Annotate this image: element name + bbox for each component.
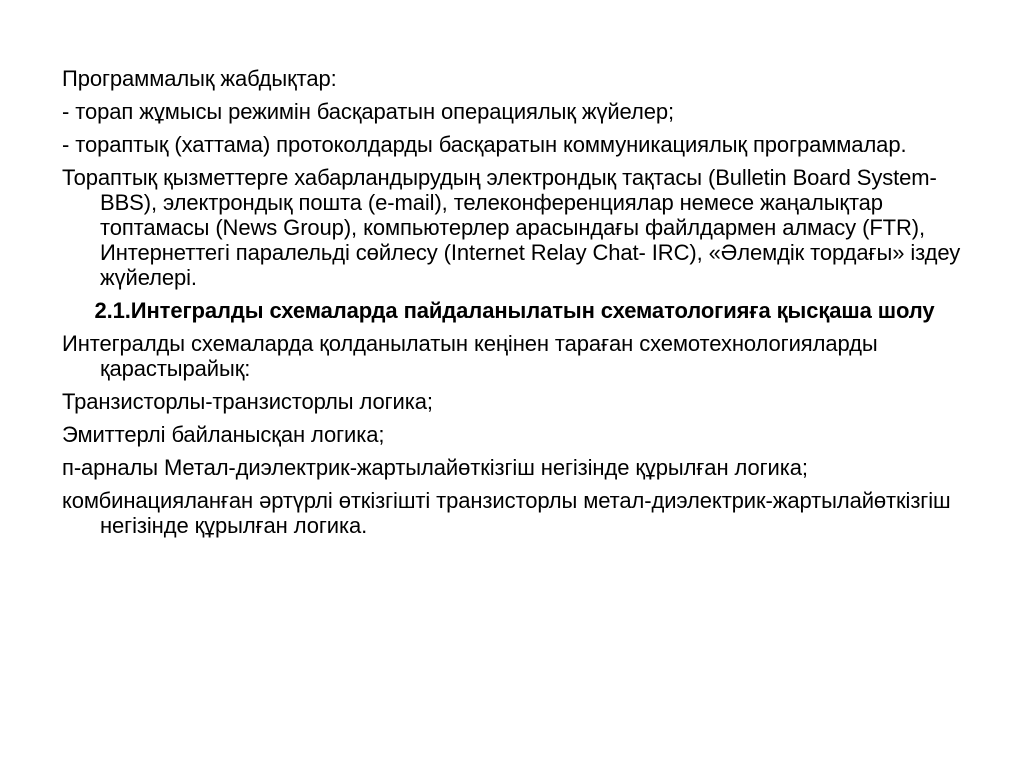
paragraph-ttl: Транзисторлы-транзисторлы логика;: [62, 389, 433, 414]
paragraph-intro-technologies: Интегралды схемаларда қолданылатын кеңінен тараған схемотехнологияларды қарастырайық:: [62, 331, 878, 381]
paragraph-ecl: Эмиттерлі байланысқан логика;: [62, 422, 385, 447]
paragraph-nmos: п-арналы Метал-диэлектрик-жартылайөткізгіш негізінде құрылған логика;: [62, 455, 808, 480]
paragraph-cmos: комбинацияланған әртүрлі өткізгішті транзисторлы метал-диэлектрик-жартылайөткізгіш негізінде құрылған логика.: [62, 488, 951, 538]
paragraph-network-protocols: - тораптық (хаттама) протоколдарды басқаратын коммуникациялық программалар.: [62, 132, 907, 157]
paragraph-software: Программалық жабдықтар:: [62, 66, 337, 91]
paragraph-network-services: Тораптық қызметтерге хабарландырудың электрондық тақтасы (Bulletin Board System-BBS), электрондық пошта (e-mail), телеконференциялар немесе жаңалықтар топтамасы (News Group), компьютерлер арасындағы файлдармен алмасу (FTR), Интернеттегі паралельді сөйлесу (Internet Relay Chat- IRC), «Әлемдік тордағы» іздеу жүйелері.: [62, 165, 961, 290]
paragraph-operating-systems: - торап жұмысы режимін басқаратын операциялық жүйелер;: [62, 99, 674, 124]
section-heading: 2.1.Интегралды схемаларда пайдаланылатын схематологияға қысқаша шолу: [94, 298, 935, 323]
slide-content: [62, 66, 967, 546]
